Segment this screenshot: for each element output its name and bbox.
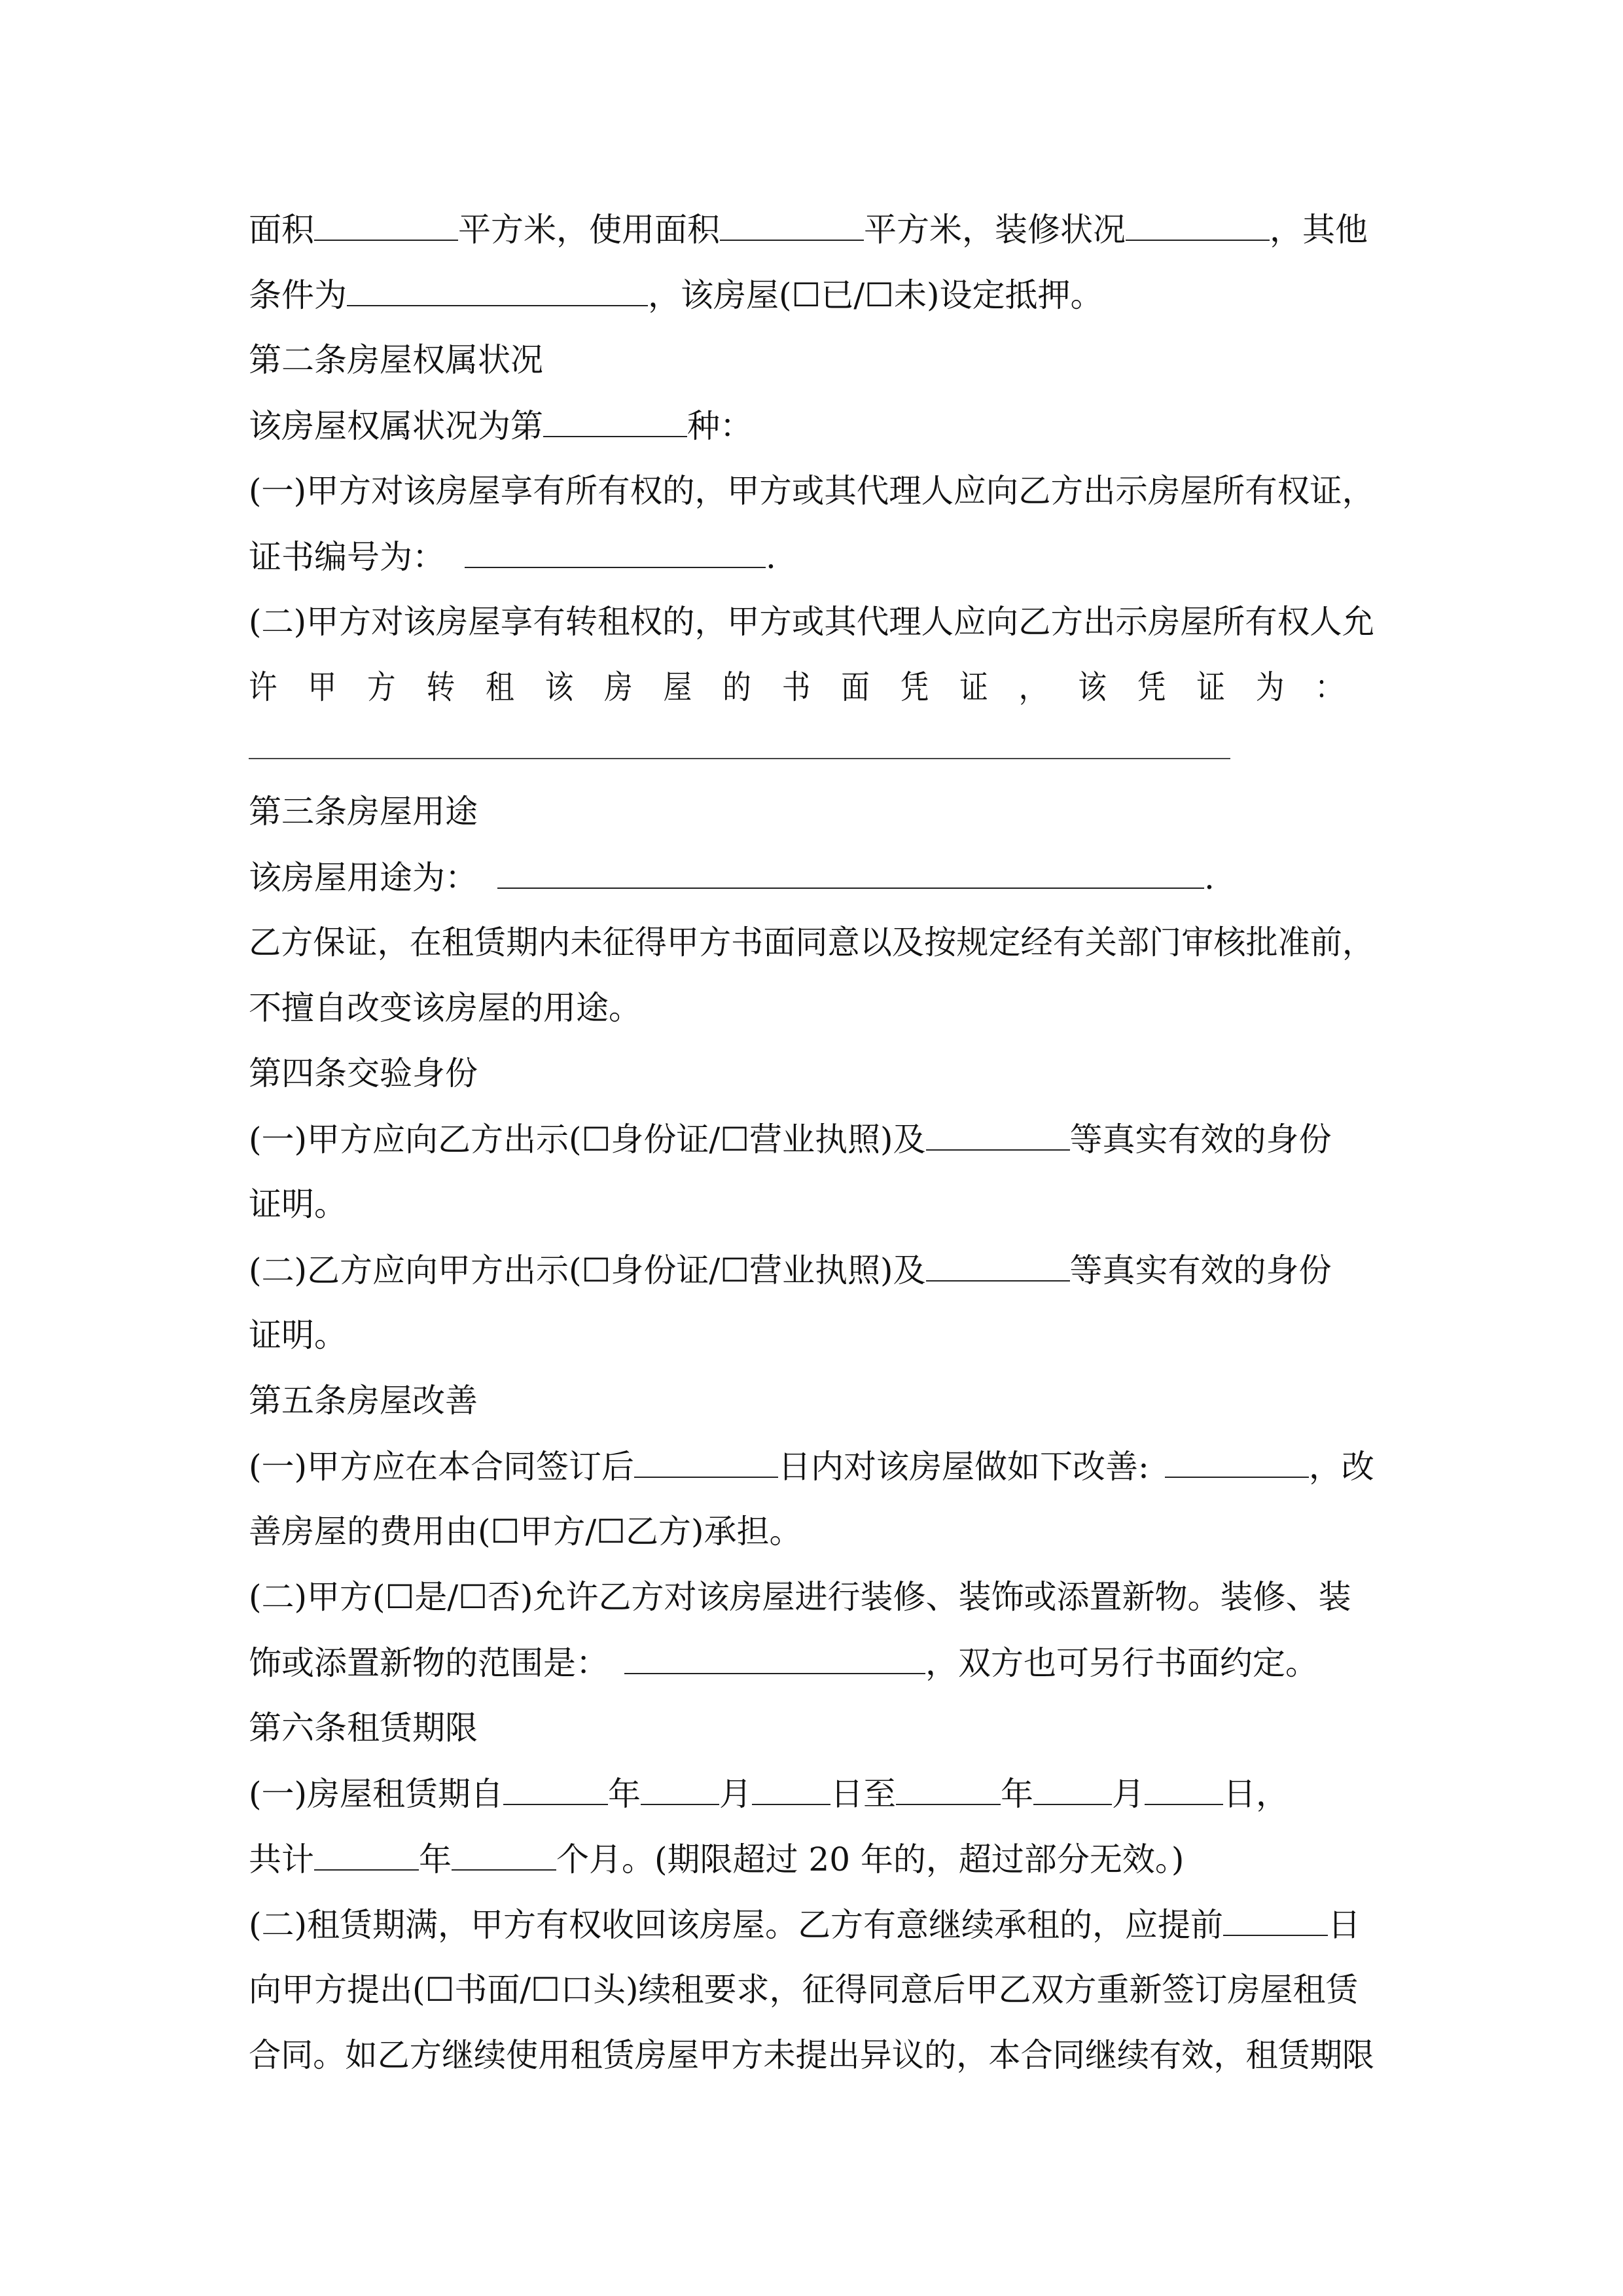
- blank-sublease-certificate: [249, 758, 1230, 759]
- blank-tenant-id: [926, 1249, 1070, 1282]
- blank-floor-area: [314, 208, 458, 241]
- certificate-number-line: 证书编号为： .: [249, 535, 776, 577]
- section-2-heading: 第二条房屋权属状况: [249, 341, 543, 379]
- conditions-line: 条件为 ，该房屋(☐已/☐未)设定抵押。: [249, 274, 1103, 315]
- blank-usable-area: [720, 208, 864, 241]
- renewal-clause-line-2: 向甲方提出(☐书面/☐口头)续租要求，征得同意后甲乙双方重新签订房屋租赁: [249, 1971, 1359, 2009]
- lease-total-line: 共计 年 个月。(期限超过 20 年的，超过部分无效。): [249, 1838, 1184, 1880]
- section-5-heading: 第五条房屋改善: [249, 1382, 478, 1420]
- blank-other-conditions: [347, 274, 648, 306]
- usage-line: 该房屋用途为： .: [249, 856, 1215, 898]
- section-3-heading: 第三条房屋用途: [249, 793, 478, 831]
- improvement-clause-2: (二)甲方(☐是/☐否)允许乙方对该房屋进行装修、装饰或添置新物。装修、装: [249, 1578, 1351, 1616]
- blank-total-years: [314, 1838, 419, 1871]
- improvement-cost-line: 善房屋的费用由(☐甲方/☐乙方)承担。: [249, 1513, 802, 1551]
- blank-decoration-status: [1126, 208, 1270, 241]
- renewal-clause-line-1: (二)租赁期满，甲方有权收回该房屋。乙方有意继续承租的，应提前 日: [249, 1903, 1361, 1945]
- renewal-clause-line-3: 合同。如乙方继续使用租赁房屋甲方未提出异议的，本合同继续有效，租赁期限: [249, 2036, 1375, 2074]
- blank-renewal-notice-days: [1223, 1903, 1328, 1936]
- ownership-clause-1: (一)甲方对该房屋享有所有权的，甲方或其代理人应向乙方出示房屋所有权证，: [249, 472, 1375, 510]
- blank-usage: [497, 856, 1204, 889]
- identity-clause-1-end: 证明。: [249, 1185, 347, 1223]
- ownership-clause-2: (二)甲方对该房屋享有转租权的，甲方或其代理人应向乙方出示房屋所有权人允: [249, 603, 1375, 641]
- section-4-heading: 第四条交验身份: [249, 1054, 478, 1092]
- identity-clause-2-end: 证明。: [249, 1316, 347, 1354]
- blank-start-month: [641, 1772, 719, 1805]
- blank-landlord-id: [926, 1118, 1070, 1151]
- blank-start-day: [752, 1772, 830, 1805]
- blank-end-month: [1033, 1772, 1112, 1805]
- identity-clause-1: (一)甲方应向乙方出示(☐身份证/☐营业执照)及 等真实有效的身份: [249, 1118, 1332, 1160]
- section-6-heading: 第六条租赁期限: [249, 1709, 478, 1747]
- improvement-clause-1: (一)甲方应在本合同签订后 日内对该房屋做如下改善: ，改: [249, 1445, 1374, 1487]
- blank-improvement-days: [634, 1445, 778, 1478]
- decoration-scope-line: 饰或添置新物的范围是： ，双方也可另行书面约定。: [249, 1641, 1318, 1683]
- area-line: 面积 平方米，使用面积 平方米，装修状况 ，其他: [249, 208, 1368, 250]
- blank-improvement-items: [1165, 1445, 1309, 1478]
- blank-certificate-number: [465, 535, 766, 568]
- blank-start-year: [503, 1772, 608, 1805]
- blank-end-year: [896, 1772, 1001, 1805]
- usage-guarantee-line: 乙方保证，在租赁期内未征得甲方书面同意以及按规定经有关部门审核批准前，: [249, 924, 1375, 961]
- lease-term-line: (一)房屋租赁期自 年 月 日至 年 月 日，: [249, 1772, 1289, 1814]
- blank-end-day: [1145, 1772, 1223, 1805]
- ownership-type-line: 该房屋权属状况为第 种：: [249, 404, 753, 446]
- identity-clause-2: (二)乙方应向甲方出示(☐身份证/☐营业执照)及 等真实有效的身份: [249, 1249, 1332, 1291]
- sublease-certificate-line: 许甲方转租该房屋的书面凭证，该凭证为：: [249, 668, 1374, 706]
- blank-decoration-scope: [624, 1641, 925, 1674]
- blank-total-months: [452, 1838, 556, 1871]
- usage-guarantee-line-2: 不擅自改变该房屋的用途。: [249, 989, 641, 1027]
- blank-ownership-type: [543, 404, 687, 437]
